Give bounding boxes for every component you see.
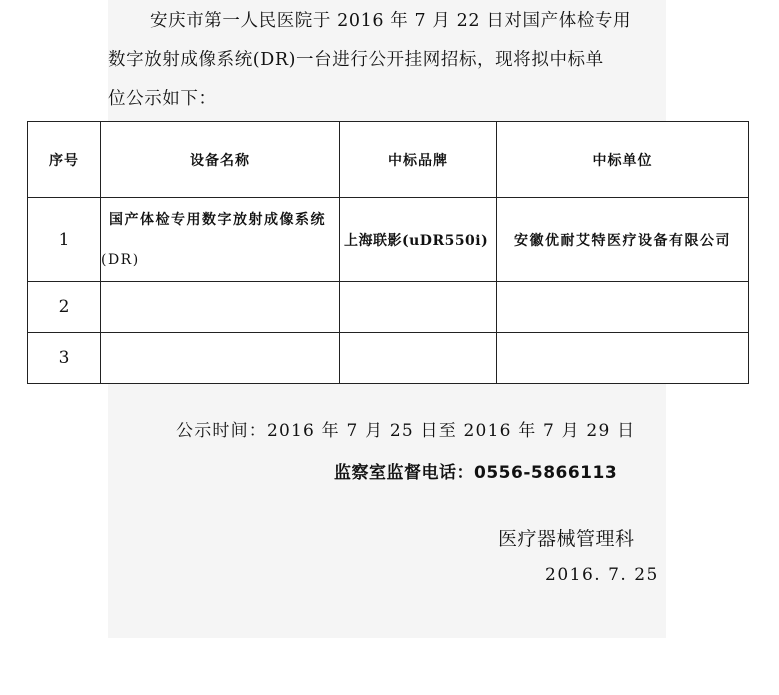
equipment-name-suffix: (DR)	[101, 251, 140, 268]
header-equipment: 设备名称	[101, 122, 340, 198]
intro-line-1: 安庆市第一人民医院于 2016 年 7 月 22 日对国产体检专用	[150, 11, 632, 31]
row-supplier	[497, 333, 749, 384]
row-serial: 1	[28, 198, 101, 282]
supervision-phone: 监察室监督电话：0556-5866113	[334, 463, 618, 483]
intro-line-2: 数字放射成像系统(DR)一台进行公开挂网招标，现将拟中标单	[108, 50, 604, 70]
issuing-department: 医疗器械管理科	[498, 528, 635, 550]
table-header-row	[28, 122, 749, 198]
header-brand: 中标品牌	[340, 122, 497, 198]
table-row	[28, 198, 749, 282]
row-brand	[340, 282, 497, 333]
bid-result-table	[27, 121, 749, 384]
table-row	[28, 333, 749, 384]
issue-date: 2016. 7. 25	[545, 565, 659, 585]
row-serial: 3	[28, 333, 101, 384]
intro-line-3: 位公示如下：	[108, 89, 217, 109]
publicity-period: 公示时间：2016 年 7 月 25 日至 2016 年 7 月 29 日	[176, 421, 636, 441]
row-equipment	[101, 333, 340, 384]
notice-intro	[108, 2, 664, 119]
row-supplier: 安徽优耐艾特医疗设备有限公司	[497, 198, 749, 282]
table-row	[28, 282, 749, 333]
header-supplier: 中标单位	[497, 122, 749, 198]
row-serial: 2	[28, 282, 101, 333]
row-brand: 上海联影(uDR550i)	[340, 198, 497, 282]
header-serial: 序号	[28, 122, 101, 198]
row-equipment	[101, 282, 340, 333]
row-equipment	[101, 198, 340, 282]
equipment-name-line: 国产体检专用数字放射成像系统	[109, 211, 326, 228]
row-supplier	[497, 282, 749, 333]
row-brand	[340, 333, 497, 384]
